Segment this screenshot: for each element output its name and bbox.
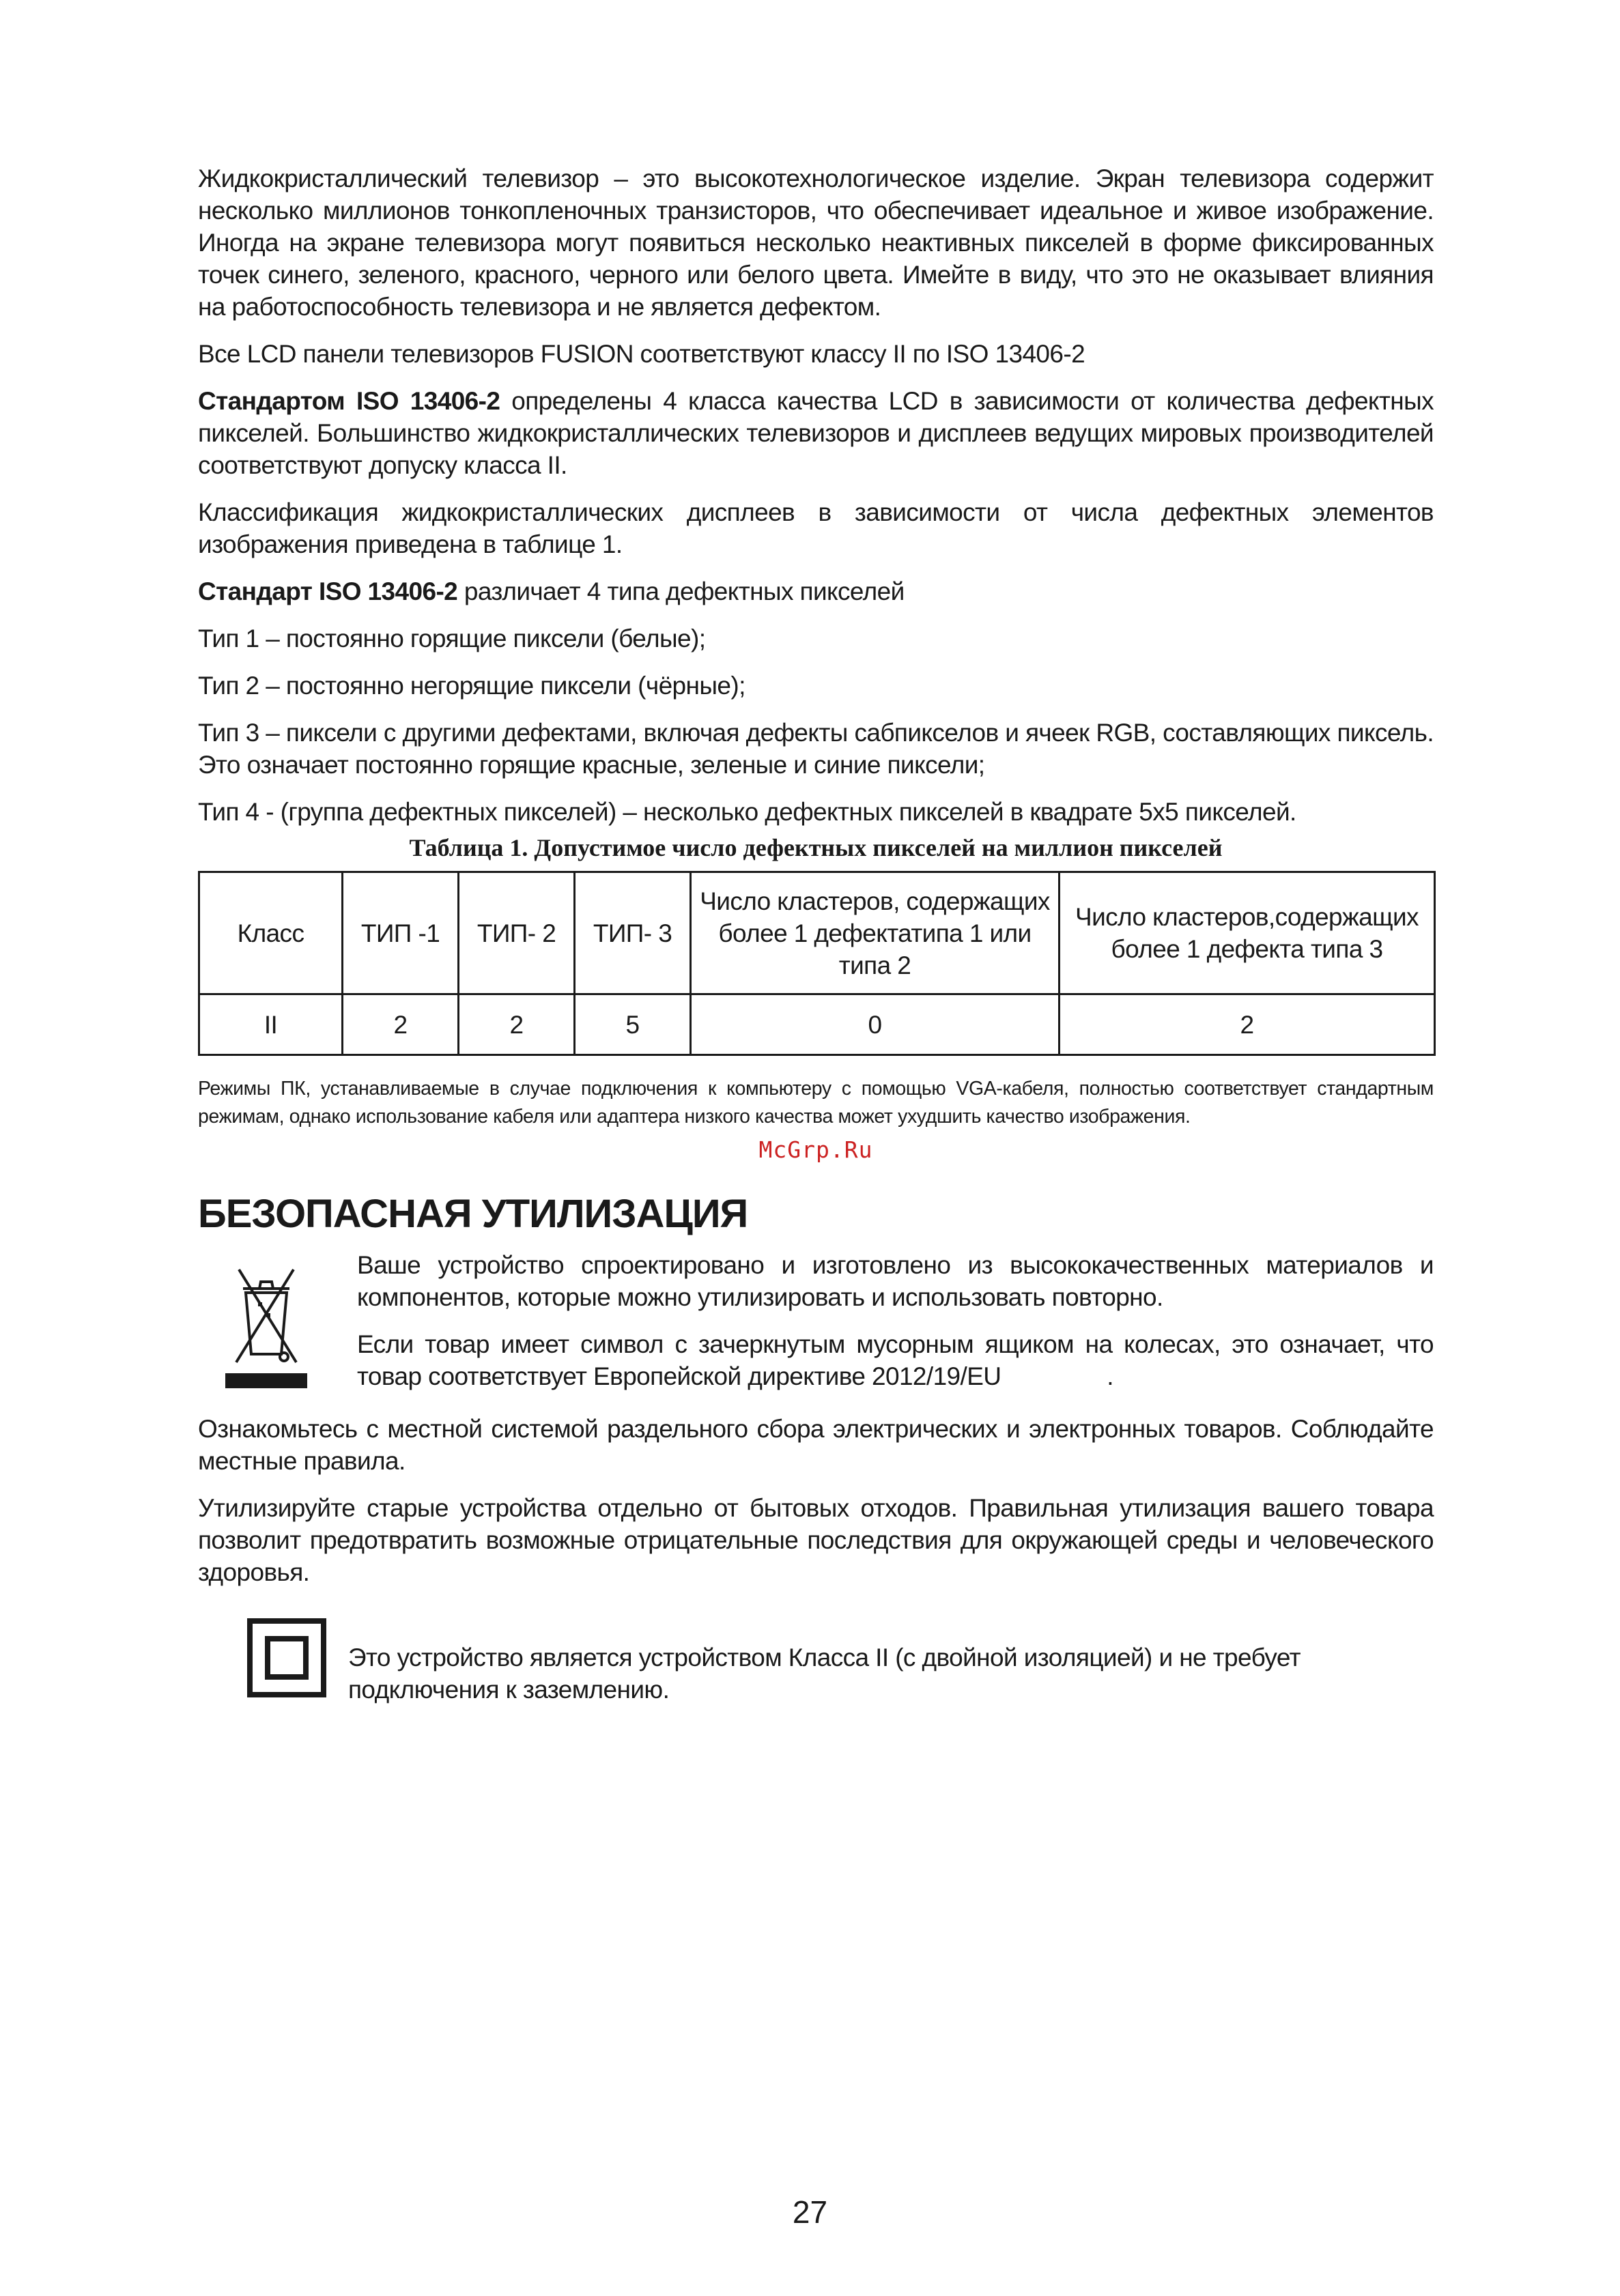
intro-paragraph-5 [198,575,1434,607]
header-clusters-type-1-2: Число кластеров, содержащих более 1 дефектатипа 1 или типа 2 [691,872,1060,994]
defect-type-2: Тип 2 – постоянно негорящие пиксели (чёрные); [198,672,745,700]
page-number: 27 [792,2194,828,2230]
header-type-2: ТИП- 2 [459,872,575,994]
standard-bold-2: Стандарт ISO 13406-2 [198,577,458,605]
cell-type-3: 5 [575,994,691,1055]
intro-paragraph-1: Жидкокристаллический телевизор – это высокотехнологическое изделие. Экран телевизора содержит несколько миллионов тонкопленочных транзисторов, что обеспечивает идеальное и живое изображение. Иногда на экране телевизора могут появиться несколько неактивных пикселей в форме фиксированных точек синего, зеленого, красного, черного или белого цвета. Имейте в виду, что это не оказывает влияния на работоспособность телевизора и не является дефектом. [198,164,1434,321]
header-type-1: ТИП -1 [343,872,459,994]
header-type-3: ТИП- 3 [575,872,691,994]
header-clusters-type-3: Число кластеров,содержащих более 1 дефекта типа 3 [1060,872,1435,994]
standard-bold-1: Стандартом ISO 13406-2 [198,387,500,415]
intro-paragraph-5-text: различает 4 типа дефектных пикселей [457,577,905,605]
defect-type-4: Тип 4 - (группа дефектных пикселей) – несколько дефектных пикселей в квадрате 5x5 пикселей. [198,798,1296,826]
defect-type-1: Тип 1 – постоянно горящие пиксели (белые); [198,625,706,652]
table-caption: Таблица 1. Допустимое число дефектных пикселей на миллион пикселей [409,834,1223,861]
cell-type-1: 2 [343,994,459,1055]
defect-type-3: Тип 3 – пиксели с другими дефектами, включая дефекты сабпикселов и ячеек RGB, составляющих пиксель. Это означает постоянно горящие красные, зеленые и синие пиксели; [198,719,1434,779]
disposal-paragraph-3: Ознакомьтесь с местной системой раздельного сбора электрических и электронных товаров. Соблюдайте местные правила. [198,1415,1434,1475]
intro-paragraph-3-text: определены 4 класса качества LCD в зависимости от количества дефектных пикселей. Большинство жидкокристаллических телевизоров и дисплеев ведущих мировых производителей соответствуют допуску класса II. [198,387,1434,479]
class-two-text: Это устройство является устройством Класса II (с двойной изоляцией) и не требует подключения к заземлению. [348,1644,1301,1704]
watermark: McGrp.Ru [758,1136,873,1163]
table-header-row [199,872,1435,994]
cell-class: II [199,994,343,1055]
disposal-paragraph-1: Ваше устройство спроектировано и изготовлено из высококачественных материалов и компонентов, которые можно утилизировать и использовать повторно. [357,1251,1434,1311]
header-class: Класс [199,872,343,994]
vga-note: Режимы ПК, устанавливаемые в случае подключения к компьютеру с помощью VGA-кабеля, полностью соответствует стандартным режимам, однако использование кабеля или адаптера низкого качества может ухудшить качество изображения. [198,1078,1434,1128]
double-insulation-square-icon [247,1618,326,1697]
intro-paragraph-4: Классификация жидкокристаллических дисплеев в зависимости от числа дефектных элементов изображения приведена в таблице 1. [198,498,1434,558]
intro-paragraph-3 [198,385,1434,481]
disposal-paragraph-2: Если товар имеет символ с зачеркнутым мусорным ящиком на колесах, это означает, что товар соответствует Европейской директиве 2012/19/EU . [357,1330,1440,1390]
section-title-disposal: БЕЗОПАСНАЯ УТИЛИЗАЦИЯ [198,1192,748,1236]
intro-paragraph-2: Все LCD панели телевизоров FUSION соответствуют классу II по ISO 13406-2 [198,340,1085,368]
class-two-block [198,1618,1434,1706]
page-content [198,162,1440,1706]
disposal-paragraph-4: Утилизируйте старые устройства отдельно от бытовых отходов. Правильная утилизация вашего товара позволит предотвратить возможные отрицательные последствия для окружающей среды и человеческого здоровья. [198,1494,1434,1586]
cell-clusters-type-1-2: 0 [691,994,1060,1055]
cell-clusters-type-3: 2 [1060,994,1435,1055]
cell-type-2: 2 [459,994,575,1055]
defects-table [198,871,1436,1056]
crossed-out-wheelie-bin-icon [225,1253,307,1390]
table-row [199,994,1435,1055]
recycle-block [198,1249,1440,1406]
